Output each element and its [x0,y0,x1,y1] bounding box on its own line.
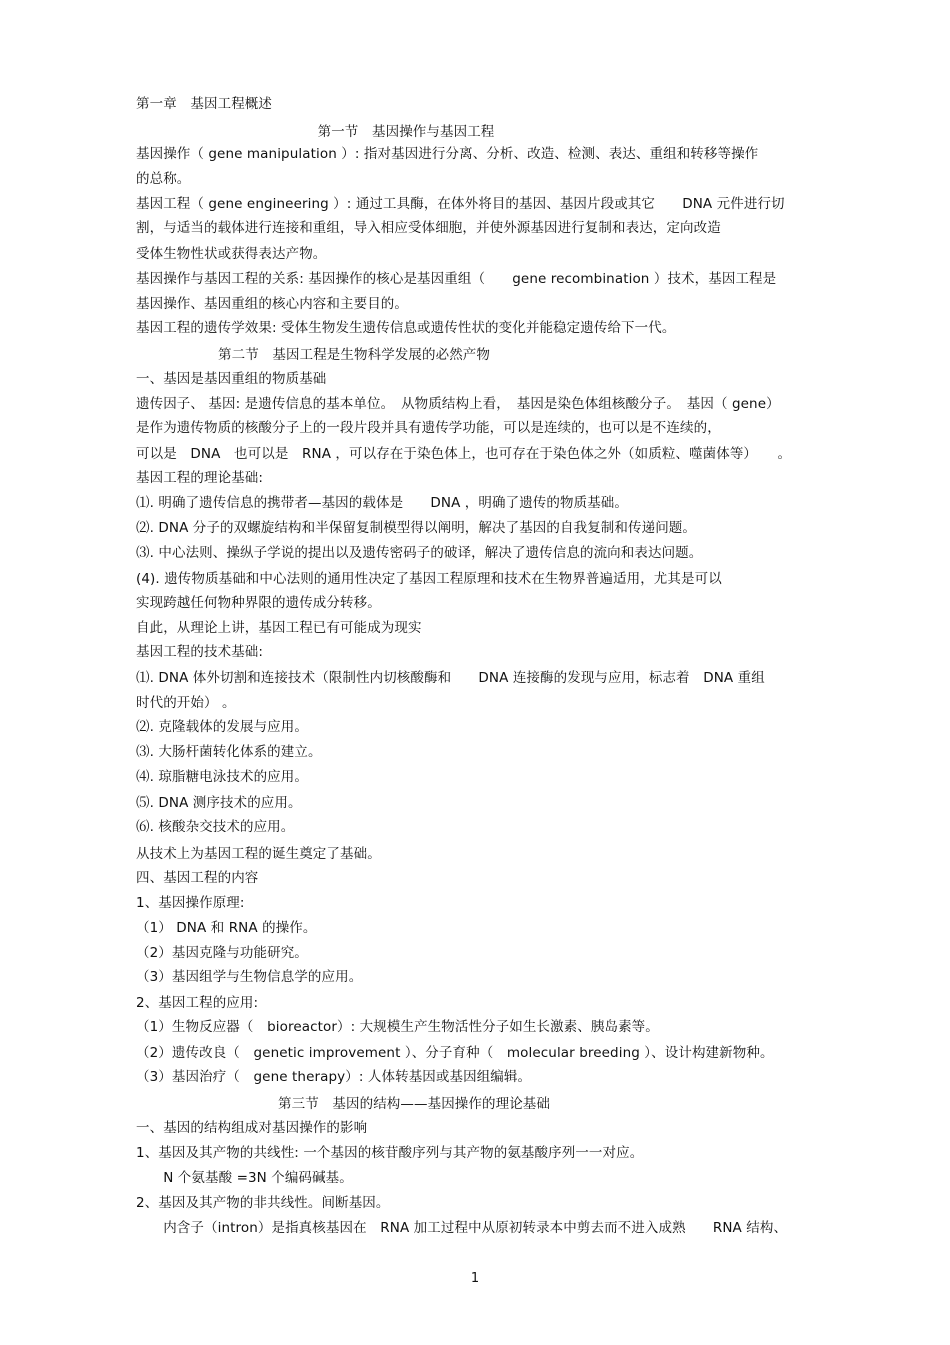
text-line: 基因工程（ gene engineering ）: 通过工具酶，在体外将目的基因、基因片段或其它 DNA 元件进行切 [136,196,785,212]
text-line: 的总称。 [136,171,191,187]
list-item: ⑸. DNA 测序技术的应用。 [136,795,302,811]
subsection-heading: 一、基因是基因重组的物质基础 [136,371,327,387]
text-line: 内含子（intron）是指真核基因在 RNA 加工过程中从原初转录本中剪去而不进入成熟 RNA 结构、 [136,1220,788,1236]
text-line: 基因操作、基因重组的核心内容和主要目的。 [136,296,408,312]
list-item: （3）基因组学与生物信息学的应用。 [136,969,363,985]
subsection-heading: 一、基因的结构组成对基因操作的影响 [136,1120,368,1136]
text-line: 从技术上为基因工程的诞生奠定了基础。 [136,846,381,862]
section-heading: 第一节 基因操作与基因工程 [317,124,495,140]
chapter-title: 第一章 基因工程概述 [136,96,272,112]
list-item: （2）基因克隆与功能研究。 [136,945,308,961]
subsection-heading: 四、基因工程的内容 [136,870,259,886]
text-line: 可以是 DNA 也可以是 RNA ，可以存在于染色体上，也可存在于染色体之外（如质粒、噬菌体等） 。 [136,446,792,462]
list-item: (4). 遗传物质基础和中心法则的通用性决定了基因工程原理和技术在生物界普遍适用，尤其是可以 [136,571,722,587]
list-item: ⑴. 明确了遗传信息的携带者—基因的载体是 DNA ，明确了遗传的物质基础。 [136,495,629,511]
list-item: ⑹. 核酸杂交技术的应用。 [136,819,295,835]
page-number: 1 [470,1271,480,1286]
list-item: （1） DNA 和 RNA 的操作。 [136,920,317,936]
section-heading: 第二节 基因工程是生物科学发展的必然产物 [218,347,490,363]
list-item: ⑷. 琼脂糖电泳技术的应用。 [136,769,308,785]
list-item: ⑴. DNA 体外切割和连接技术（限制性内切核酸酶和 DNA 连接酶的发现与应用，标志着 DNA 重组 [136,670,765,686]
text-line: 实现跨越任何物种界限的遗传成分转移。 [136,595,381,611]
text-line: 2、基因工程的应用: [136,995,259,1011]
text-line: 割，与适当的载体进行连接和重组，导入相应受体细胞，并使外源基因进行复制和表达，定向改造 [136,220,721,236]
text-line: 基因操作与基因工程的关系: 基因操作的核心是基因重组（ gene recombination ）技术，基因工程是 [136,271,777,287]
text-line: 时代的开始） 。 [136,695,236,711]
list-item: ⑵. 克隆载体的发展与应用。 [136,719,308,735]
text-line: N 个氨基酸 =3N 个编码碱基。 [136,1170,353,1186]
text-line: 2、基因及其产物的非共线性。间断基因。 [136,1195,390,1211]
text-line: 是作为遗传物质的核酸分子上的一段片段并具有遗传学功能，可以是连续的，也可以是不连续的， [136,420,721,436]
list-item: ⑵. DNA 分子的双螺旋结构和半保留复制模型得以阐明，解决了基因的自我复制和传递问题。 [136,520,697,536]
list-item: ⑶. 中心法则、操纵子学说的提出以及遗传密码子的破译，解决了遗传信息的流向和表达问题。 [136,545,703,561]
section-heading: 第三节 基因的结构——基因操作的理论基础 [278,1096,550,1112]
text-line: 基因工程的遗传学效果: 受体生物发生遗传信息或遗传性状的变化并能稳定遗传给下一代。 [136,320,676,336]
text-line: 基因工程的技术基础: [136,644,264,660]
text-line: 1、基因操作原理: [136,895,245,911]
list-item: （3）基因治疗（ gene therapy）: 人体转基因或基因组编辑。 [136,1069,532,1085]
text-line: 基因操作（ gene manipulation ）: 指对基因进行分离、分析、改造、检测、表达、重组和转移等操作 [136,146,759,162]
text-line: 遗传因子、 基因: 是遗传信息的基本单位。 从物质结构上看， 基因是染色体组核酸分子。 基因（ gene） [136,396,780,412]
list-item: （1）生物反应器（ bioreactor）: 大规模生产生物活性分子如生长激素、胰岛素等。 [136,1019,659,1035]
list-item: ⑶. 大肠杆菌转化体系的建立。 [136,744,322,760]
text-line: 基因工程的理论基础: [136,470,264,486]
text-line: 自此，从理论上讲，基因工程已有可能成为现实 [136,620,422,636]
list-item: （2）遗传改良（ genetic improvement ）、分子育种（ molecular breeding ）、设计构建新物种。 [136,1045,774,1061]
text-line: 1、基因及其产物的共线性: 一个基因的核苷酸序列与其产物的氨基酸序列一一对应。 [136,1145,644,1161]
text-line: 受体生物性状或获得表达产物。 [136,246,327,262]
